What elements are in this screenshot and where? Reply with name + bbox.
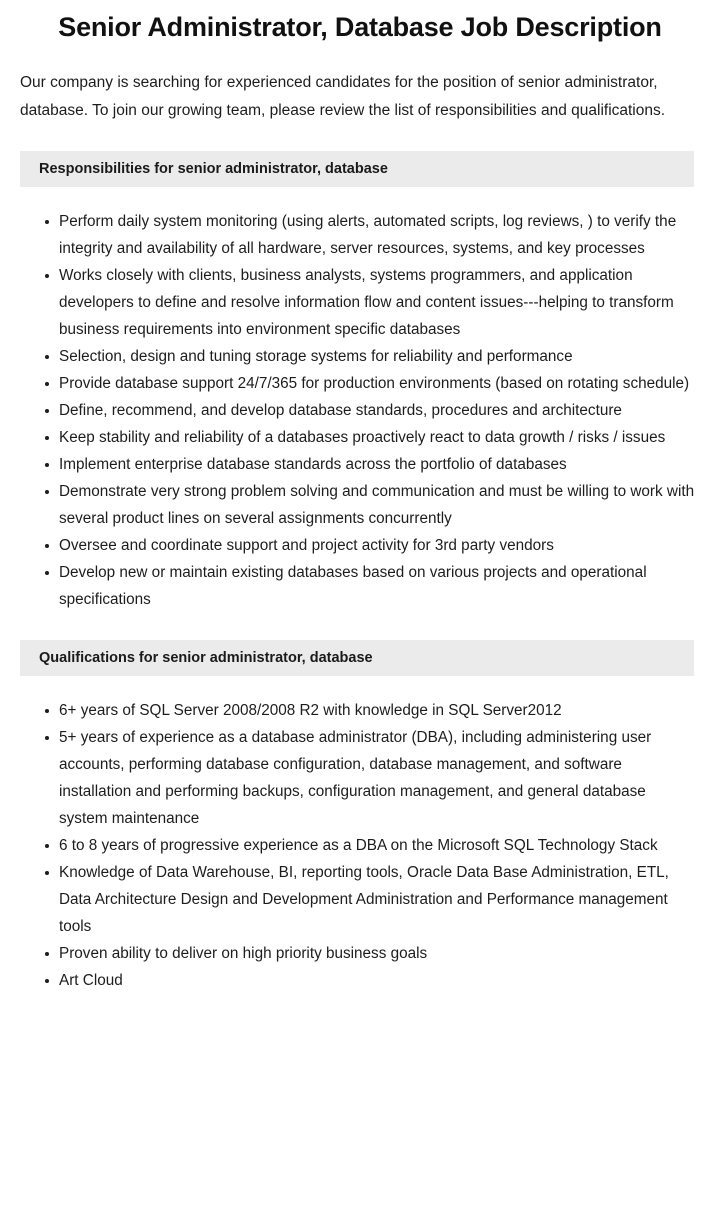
qualifications-section [0,640,720,994]
intro-paragraph: Our company is searching for experienced candidates for the position of senior administrator, database. To join our growing team, please review the list of responsibilities and qualifications. [20,74,666,119]
list-item: Implement enterprise database standards across the portfolio of databases [0,451,696,478]
list-item: Define, recommend, and develop database standards, procedures and architecture [0,397,696,424]
list-item: 5+ years of experience as a database administrator (DBA), including administering user accounts, performing database configuration, database management, and software installation and performing backups, configuration management, and general database system maintenance [0,724,696,832]
list-item: Works closely with clients, business analysts, systems programmers, and application developers to define and resolve information flow and content issues---helping to transform business requirements into environment specific databases [0,262,696,343]
list-item: Oversee and coordinate support and project activity for 3rd party vendors [0,532,696,559]
list-item: 6+ years of SQL Server 2008/2008 R2 with knowledge in SQL Server2012 [0,697,696,724]
list-item: Selection, design and tuning storage systems for reliability and performance [0,343,696,370]
list-item: 6 to 8 years of progressive experience as a DBA on the Microsoft SQL Technology Stack [0,832,696,859]
list-item: Demonstrate very strong problem solving and communication and must be willing to work with several product lines on several assignments concurrently [0,478,696,532]
list-item: Perform daily system monitoring (using alerts, automated scripts, log reviews, ) to verify the integrity and availability of all hardware, server resources, systems, and key processes [0,208,696,262]
page-bottom-spacer [0,994,720,1012]
list-item: Proven ability to deliver on high priority business goals [0,940,696,967]
page-title: Senior Administrator, Database Job Description [58,12,662,42]
responsibilities-section [0,151,720,613]
list-item: Art Cloud [0,967,696,994]
list-item: Keep stability and reliability of a databases proactively react to data growth / risks / issues [0,424,696,451]
list-item: Develop new or maintain existing databases based on various projects and operational specifications [0,559,696,613]
qualifications-heading: Qualifications for senior administrator, database [20,640,694,676]
qualifications-list [0,676,720,994]
list-item: Knowledge of Data Warehouse, BI, reporting tools, Oracle Data Base Administration, ETL, Data Architecture Design and Development Administration and Performance management tools [0,859,696,940]
responsibilities-list [0,187,720,613]
list-item: Provide database support 24/7/365 for production environments (based on rotating schedule) [0,370,696,397]
responsibilities-heading: Responsibilities for senior administrator, database [20,151,694,187]
